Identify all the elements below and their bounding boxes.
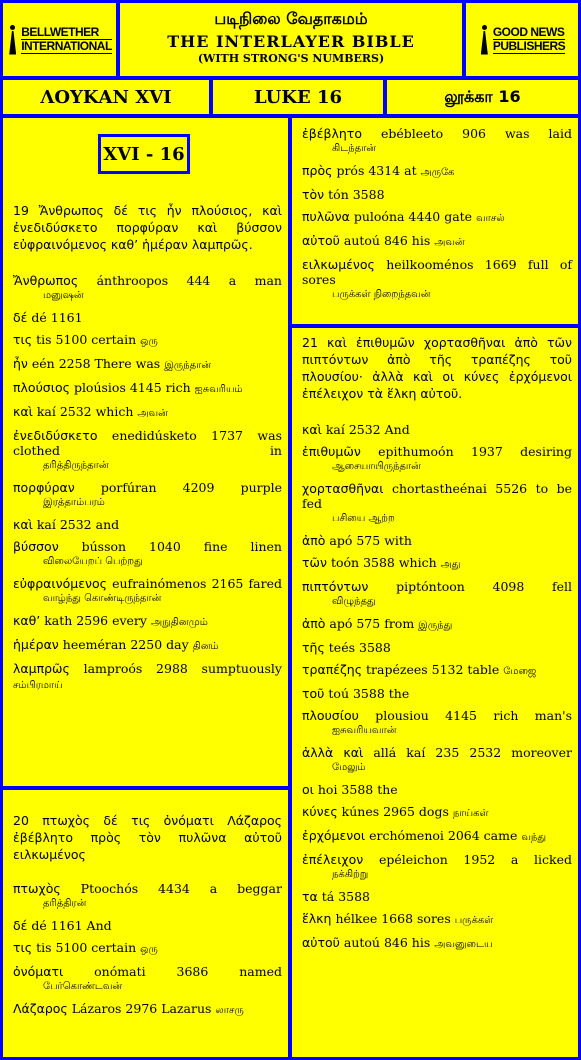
transliteration-strongs-gloss: allá kaí 235 2532 moreover [373, 745, 572, 760]
greek-word: καθ’ [13, 613, 41, 628]
transliteration-strongs-gloss: plousiou 4145 rich man's [375, 708, 572, 723]
transliteration-strongs-gloss: tis 5100 certain [36, 332, 137, 347]
tamil-gloss: தினம் [192, 641, 219, 652]
greek-word: ειλκωμένος [302, 257, 375, 272]
word-entry [13, 356, 282, 373]
tamil-gloss: பருக்கள் நிறைந்தவன் [332, 289, 431, 300]
tamil-gloss: கிடந்தான் [332, 143, 377, 154]
greek-word: δέ [13, 918, 28, 933]
greek-word: πλουσίου [302, 708, 359, 723]
word-entry [302, 257, 572, 302]
greek-word: ἀλλὰ καὶ [302, 745, 364, 760]
verse-20-text: 20 πτωχὸς δέ τις ὀνόματι Λάζαρος ἐβέβλητο πρὸς τὸν πυλῶνα αὐτοῦ ειλκωμένος [13, 813, 282, 862]
greek-word: τῶν [302, 555, 327, 570]
tamil-gloss: அருகே [420, 167, 455, 178]
tamil-gloss: அது [440, 559, 461, 570]
transliteration-strongs-gloss: kaí 2532 And [325, 422, 410, 437]
tamil-gloss: வந்து [521, 832, 547, 843]
greek-word: ἀπὸ [302, 616, 326, 631]
word-entry [302, 745, 572, 775]
tamil-gloss: பசியை ஆற்ற [332, 513, 395, 524]
transliteration-strongs-gloss: Lázaros 2976 Lazarus [71, 1001, 212, 1016]
book-english: LUKE 16 [213, 80, 383, 114]
verse-19-text: 19 Ἄνθρωπος δέ τις ἦν πλούσιος, καὶ ἐνεδιδύσκετο πορφύραν καὶ βύσσον εὐφραινόμενος καθ’ ἡμέραν λαμπρῶς. [13, 203, 282, 252]
word-entry [302, 662, 572, 679]
word-entry [302, 126, 572, 156]
good-news-figure-icon [479, 25, 490, 55]
word-entry [302, 616, 572, 633]
transliteration-strongs-gloss: lamproós 2988 sumptuously [83, 661, 282, 676]
good-news-logo [466, 3, 578, 76]
greek-word: τα [302, 889, 318, 904]
logo-line-1: GOOD NEWS [492, 24, 565, 39]
word-entry [302, 481, 572, 526]
greek-word: ὀνόματι [13, 964, 64, 979]
transliteration-strongs-gloss: epéleichon 1952 a licked [378, 852, 572, 867]
word-entry [302, 852, 572, 882]
transliteration-strongs-gloss: Ptoochós 4434 a beggar [80, 881, 282, 896]
greek-word: αὐτοῦ [302, 233, 340, 248]
transliteration-strongs-gloss: prós 4314 at [336, 163, 417, 178]
tamil-gloss: அவன் [137, 408, 168, 419]
greek-word: τῆς [302, 640, 325, 655]
greek-word: πρὸς [302, 163, 333, 178]
greek-word: Ἄνθρωπος [13, 273, 79, 288]
transliteration-strongs-gloss: chortastheénai 5526 to be fed [302, 481, 572, 511]
word-entry [13, 332, 282, 349]
transliteration-strongs-gloss: trapézees 5132 table [366, 662, 500, 677]
greek-word: τις [13, 332, 33, 347]
transliteration-strongs-gloss: apó 575 with [329, 533, 412, 548]
word-entry [302, 828, 572, 845]
transliteration-strongs-gloss: porfúran 4209 purple [100, 480, 282, 495]
verse-19-entries [13, 273, 282, 693]
transliteration-strongs-gloss: kath 2596 every [44, 613, 147, 628]
bellwether-figure-icon [7, 25, 18, 55]
book-tamil: லூக்கா 16 [387, 80, 578, 114]
transliteration-strongs-gloss: heeméran 2250 day [62, 637, 189, 652]
transliteration-strongs-gloss: kaí 2532 and [36, 517, 120, 532]
transliteration-strongs-gloss: epithumoón 1937 desiring [378, 444, 572, 459]
tamil-gloss: தரித்திருந்தான் [43, 460, 109, 471]
verse-19-panel [3, 118, 288, 786]
transliteration-strongs-gloss: teés 3588 [328, 640, 391, 655]
greek-word: βύσσον [13, 539, 59, 554]
word-entry [13, 637, 282, 654]
greek-word: τὸν [302, 187, 325, 202]
word-entry [13, 273, 282, 303]
word-entry [302, 555, 572, 572]
greek-word: πορφύραν [13, 480, 75, 495]
word-entry [13, 539, 282, 569]
word-entry [302, 686, 572, 701]
word-entry [13, 918, 282, 933]
transliteration-strongs-gloss: ebébleeto 906 was laid [380, 126, 573, 141]
greek-word: λαμπρῶς [13, 661, 70, 676]
tamil-gloss: அவனுடைய [434, 939, 493, 950]
greek-word: καὶ [13, 404, 33, 419]
transliteration-strongs-gloss: autoú 846 his [343, 233, 431, 248]
verse-21-panel [292, 328, 578, 1057]
greek-word: κύνες [302, 804, 338, 819]
tamil-gloss: ஆசையாயிருந்தான் [332, 461, 421, 472]
greek-word: καὶ [13, 517, 33, 532]
tamil-gloss: நாய்கள் [452, 808, 489, 819]
greek-word: δέ [13, 310, 28, 325]
word-entry [302, 935, 572, 952]
greek-word: τραπέζης [302, 662, 363, 677]
word-entry [302, 209, 572, 226]
tamil-gloss: நக்கிற்று [332, 869, 369, 880]
word-entry [302, 233, 572, 250]
greek-word: ἕλκη [302, 911, 332, 926]
tamil-gloss: இருந்தான் [164, 360, 212, 371]
greek-word: ἡμέραν [13, 637, 59, 652]
transliteration-strongs-gloss: tá 3588 [321, 889, 371, 904]
transliteration-strongs-gloss: autoú 846 his [343, 935, 431, 950]
tamil-gloss: பருக்கள் [454, 915, 494, 926]
bellwether-logo [3, 3, 116, 76]
transliteration-strongs-gloss: ánthroopos 444 a man [96, 273, 282, 288]
tamil-gloss: லாசரு [215, 1005, 244, 1016]
transliteration-strongs-gloss: erchómenoi 2064 came [369, 828, 518, 843]
word-entry [302, 163, 572, 180]
word-entry [13, 380, 282, 397]
transliteration-strongs-gloss: eufrainómenos 2165 fared [112, 576, 282, 591]
transliteration-strongs-gloss: apó 575 from [329, 616, 415, 631]
word-entry [302, 533, 572, 548]
word-entry [302, 422, 572, 437]
logo-line-1: BELLWETHER [21, 26, 112, 40]
greek-word: εὐφραινόμενος [13, 576, 107, 591]
transliteration-strongs-gloss: eén 2258 There was [31, 356, 161, 371]
tamil-gloss: வாசல் [476, 213, 505, 224]
page-subtitle: (WITH STRONG'S NUMBERS) [197, 52, 385, 65]
word-entry [302, 708, 572, 738]
greek-word: ἐπέλειχον [302, 852, 364, 867]
word-entry [302, 640, 572, 655]
transliteration-strongs-gloss: puloóna 4440 gate [353, 209, 473, 224]
tamil-gloss: விழுந்தது [332, 596, 376, 607]
greek-word: τοῦ [302, 686, 325, 701]
logo-line-2: INTERNATIONAL [21, 38, 112, 53]
transliteration-strongs-gloss: toón 3588 which [330, 555, 437, 570]
word-entry [302, 187, 572, 202]
greek-word: αὐτοῦ [302, 935, 340, 950]
word-entry [13, 404, 282, 421]
word-entry [13, 881, 282, 911]
tamil-gloss: ஐசுவரியவான் [332, 725, 397, 736]
greek-word: ἐρχόμενοι [302, 828, 366, 843]
greek-word: τις [13, 940, 33, 955]
verse-20-panel [3, 790, 288, 1057]
transliteration-strongs-gloss: enedidúsketo 1737 was clothed in [13, 428, 282, 458]
tamil-gloss: மேஜை [503, 666, 537, 677]
tamil-gloss: மேலும் [332, 762, 366, 773]
word-entry [13, 428, 282, 473]
verse-20-continued-panel [292, 118, 578, 324]
transliteration-strongs-gloss: piptóntoon 4098 fell [396, 579, 572, 594]
greek-word: πτωχὸς [13, 881, 61, 896]
tamil-gloss: ஐசுவரியம் [194, 384, 243, 395]
greek-word: ἦν [13, 356, 28, 371]
word-entry [302, 804, 572, 821]
title-tamil: படிநிலை வேதாகமம் [214, 9, 368, 28]
tamil-gloss: தரித்திரன் [43, 898, 87, 909]
transliteration-strongs-gloss: dé 1161 And [31, 918, 112, 933]
greek-word: πυλῶνα [302, 209, 350, 224]
word-entry [13, 310, 282, 325]
tamil-gloss: இரத்தாம்பரம் [43, 497, 105, 508]
transliteration-strongs-gloss: bússon 1040 fine linen [81, 539, 282, 554]
word-entry [302, 911, 572, 928]
greek-word: ἐπιθυμῶν [302, 444, 361, 459]
logo-line-2: PUBLISHERS [492, 38, 566, 53]
verse-21-entries [302, 422, 572, 952]
greek-word: Λάζαρος [13, 1001, 68, 1016]
transliteration-strongs-gloss: tis 5100 certain [36, 940, 137, 955]
greek-word: ἐβέβλητο [302, 126, 362, 141]
word-entry [13, 576, 282, 606]
tamil-gloss: அவன் [434, 237, 465, 248]
tamil-gloss: பேர்கொண்டவன் [43, 981, 123, 992]
transliteration-strongs-gloss: hélkee 1668 sores [335, 911, 451, 926]
transliteration-strongs-gloss: ploúsios 4145 rich [73, 380, 191, 395]
tamil-gloss: இருந்து [418, 620, 453, 631]
title-block [120, 3, 462, 76]
chapter-ref: XVI - 16 [98, 134, 190, 174]
word-entry [302, 889, 572, 904]
transliteration-strongs-gloss: kaí 2532 which [36, 404, 134, 419]
word-entry [302, 782, 572, 797]
verse-20-continued-entries [302, 126, 572, 302]
tamil-gloss: மனுஷன் [43, 290, 84, 301]
transliteration-strongs-gloss: tón 3588 [328, 187, 385, 202]
word-entry [13, 613, 282, 630]
greek-word: πιπτόντων [302, 579, 369, 594]
tamil-gloss: விலையேறப் பெற்றது [43, 556, 143, 567]
verse-21-text: 21 καὶ ἐπιθυμῶν χορτασθῆναι ἀπὸ τῶν πιπτόντων ἀπὸ τῆς τραπέζης τοῦ πλουσίου· ἀλλὰ καὶ οι κύνες ἐρχόμενοι ἐπέλειχον τὰ ἕλκη αὐτοῦ. [302, 335, 572, 401]
greek-word: ἐνεδιδύσκετο [13, 428, 98, 443]
word-entry [13, 1001, 282, 1018]
tamil-gloss: வாழ்ந்து கொண்டிருந்தான் [43, 593, 162, 604]
word-entry [302, 444, 572, 474]
tamil-gloss: ஒரு [140, 944, 158, 955]
greek-word: οι [302, 782, 314, 797]
greek-word: ἀπὸ [302, 533, 326, 548]
transliteration-strongs-gloss: onómati 3686 named [94, 964, 282, 979]
tamil-gloss: சம்பிரமாய் [13, 680, 63, 691]
word-entry [13, 517, 282, 532]
greek-word: πλούσιος [13, 380, 70, 395]
tamil-gloss: அநுதினமும் [150, 617, 208, 628]
word-entry [13, 661, 282, 693]
verse-20-entries [13, 881, 282, 1018]
book-greek: ΛΟΥΚΑΝ XVI [3, 80, 209, 114]
transliteration-strongs-gloss: toú 3588 the [328, 686, 410, 701]
greek-word: καὶ [302, 422, 322, 437]
word-entry [302, 579, 572, 609]
transliteration-strongs-gloss: hoi 3588 the [317, 782, 398, 797]
tamil-gloss: ஒரு [140, 336, 158, 347]
transliteration-strongs-gloss: dé 1161 [31, 310, 83, 325]
word-entry [13, 480, 282, 510]
page-title: THE INTERLAYER BIBLE [167, 32, 415, 51]
transliteration-strongs-gloss: kúnes 2965 dogs [341, 804, 449, 819]
greek-word: χορτασθῆναι [302, 481, 384, 496]
word-entry [13, 964, 282, 994]
word-entry [13, 940, 282, 957]
transliteration-strongs-gloss: heilkooménos 1669 full of sores [302, 257, 572, 287]
